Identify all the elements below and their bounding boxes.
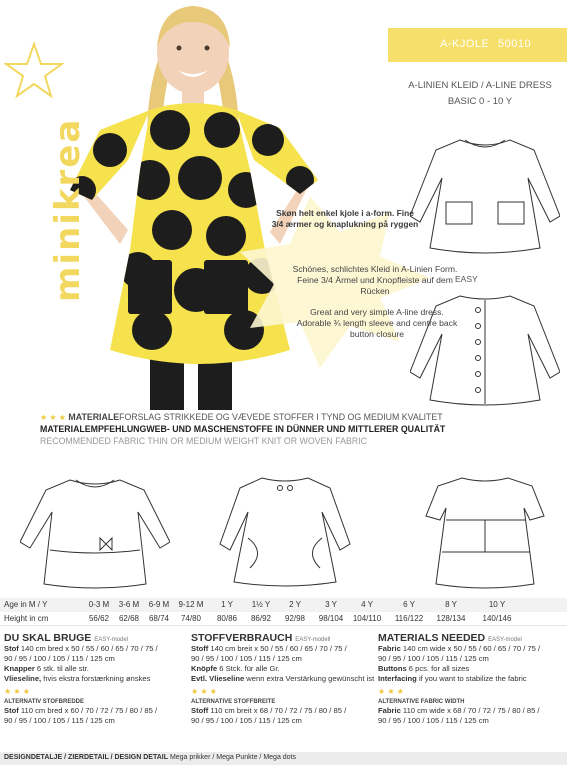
age-cell: 9-12 M [178, 600, 204, 609]
design-detail-footer [0, 752, 567, 765]
star-rating-icon: ★ ★ ★ [378, 687, 404, 696]
star-rating-icon: ★ ★ ★ [40, 413, 66, 422]
alternative-width-label: ALTERNATIVE STOFFBREITE [191, 699, 276, 705]
column-heading-text: MATERIALS NEEDED [378, 632, 486, 644]
alternative-width-label: ALTERNATIVE FABRIC WIDTH [378, 699, 465, 705]
star-icon [4, 40, 64, 100]
material-german [40, 424, 445, 434]
height-cell: 116/122 [394, 614, 424, 623]
age-cell: 3-6 M [118, 600, 140, 609]
material-german-prefix: MATERIALEMPFEHLUNG [40, 424, 147, 434]
column-line: 90 / 95 / 100 / 105 / 115 / 125 cm [4, 716, 115, 725]
age-cell: 3 Y [325, 600, 337, 609]
pattern-number: 50010 [498, 38, 532, 50]
column-line: Stoff 140 cm breit x 50 / 55 / 60 / 65 / 70 / 75 / [191, 644, 347, 653]
column-tag: EASY-model [488, 637, 522, 643]
column-line: Buttons 6 pcs. for all sizes [378, 664, 470, 673]
variant-sketch-round-pockets [210, 468, 360, 592]
material-english-text: THIN OR MEDIUM WEIGHT KNIT OR WOVEN FABRIC [147, 436, 367, 446]
height-cell: 98/104 [318, 614, 344, 623]
column-line: 90 / 95 / 100 / 105 / 115 / 125 cm [378, 654, 489, 663]
column-line: Evtl. Vlieseline wenn extra Verstärkung gewünscht ist [191, 674, 375, 683]
height-row [0, 612, 567, 626]
star-rating-icon: ★ ★ ★ [4, 687, 30, 696]
column-line: Knöpfe 6 Stck. für alle Gr. [191, 664, 280, 673]
height-row-label: Height in cm [4, 614, 49, 623]
material-danish-text: FORSLAG STRIKKEDE OG VÆVEDE STOFFER I TYND OG MEDIUM KVALITET [119, 412, 443, 422]
height-cell: 86/92 [250, 614, 272, 623]
star-rating-icon: ★ ★ ★ [191, 687, 217, 696]
footer-label: DESIGNDETALJE / ZIERDETAIL / DESIGN DETAIL [4, 754, 168, 761]
height-cell: 74/80 [180, 614, 202, 623]
material-english [40, 436, 367, 446]
height-cell: 56/62 [88, 614, 110, 623]
footer-value: Mega prikker / Mega Punkte / Mega dots [168, 754, 297, 761]
column-tag: EASY-model [94, 637, 129, 643]
column-line: Stoff 110 cm breit x 68 / 70 / 72 / 75 / 80 / 85 / [191, 706, 347, 715]
materials-column-english [378, 632, 563, 726]
age-cell: 6 Y [403, 600, 415, 609]
column-heading [4, 632, 189, 644]
column-line: 90 / 95 / 100 / 105 / 115 / 125 cm [191, 716, 302, 725]
height-cell: 62/68 [118, 614, 140, 623]
age-cell: 1½ Y [251, 600, 271, 609]
age-row [0, 598, 567, 612]
column-line: Fabric 110 cm wide x 68 / 70 / 72 / 75 / 80 / 85 / [378, 706, 540, 715]
column-line: 90 / 95 / 100 / 105 / 115 / 125 cm [378, 716, 489, 725]
age-cell: 2 Y [289, 600, 301, 609]
column-heading [191, 632, 376, 644]
column-line: 90 / 95 / 100 / 105 / 115 / 125 cm [191, 654, 302, 663]
age-row-label: Age in M / Y [4, 600, 48, 609]
age-cell: 0-3 M [88, 600, 110, 609]
description-german: Schönes, schlichtes Kleid in A-Linien Form. Feine 3/4 Ärmel und Knopfleiste auf dem Rücken [292, 264, 458, 296]
column-line: Stof 140 cm bred x 50 / 55 / 60 / 65 / 70 / 75 / [4, 644, 158, 653]
height-cell: 140/146 [482, 614, 512, 623]
age-cell: 1 Y [221, 600, 233, 609]
column-tag: EASY-modell [295, 637, 331, 643]
description-english: Great and very simple A-line dress. Adorable ¾ length sleeve and centre back button closure [296, 307, 458, 339]
pattern-title-box [388, 28, 567, 62]
brand-logo [4, 40, 88, 310]
column-line: 90 / 95 / 100 / 105 / 115 / 125 cm [4, 654, 115, 663]
column-line: Knapper 6 stk. til alle str. [4, 664, 89, 673]
pattern-subtitle: A-LINIEN KLEID / A-LINE DRESS [408, 80, 552, 91]
age-cell: 8 Y [445, 600, 457, 609]
size-range: BASIC 0 - 10 Y [447, 96, 513, 107]
difficulty-label: EASY [455, 274, 478, 284]
variant-sketch-colorblock [410, 468, 560, 592]
variant-sketch-bow [20, 472, 170, 592]
materials-column-german [191, 632, 376, 726]
height-cell: 80/86 [216, 614, 238, 623]
height-cell: 104/110 [352, 614, 382, 623]
height-cell: 128/134 [436, 614, 466, 623]
column-heading-text: STOFFVERBRAUCH [191, 632, 293, 644]
alternative-width-label: ALTERNATIV STOFBREDDE [4, 699, 85, 705]
pattern-name: A-KJOLE [440, 38, 490, 50]
column-line: Vlieseline, hvis ekstra forstærkning ønskes [4, 674, 151, 683]
description-danish: Skøn helt enkel kjole i a-form. Fine 3/4 ærmer og knaplukning på ryggen [271, 208, 419, 229]
height-cell: 68/74 [148, 614, 170, 623]
age-cell: 4 Y [361, 600, 373, 609]
footer-text [4, 754, 296, 761]
material-danish-prefix: MATERIALE [68, 412, 120, 422]
column-heading [378, 632, 563, 644]
column-heading-text: DU SKAL BRUGE [4, 632, 92, 644]
brand-name: minikrea [48, 117, 88, 302]
column-line: Fabric 140 cm wide x 50 / 55 / 60 / 65 / 70 / 75 / [378, 644, 541, 653]
material-danish [40, 412, 443, 422]
material-english-prefix: RECOMMENDED FABRIC [40, 436, 146, 446]
height-cell: 92/98 [284, 614, 306, 623]
column-line: Stof 110 cm bred x 60 / 70 / 72 / 75 / 80 / 85 / [4, 706, 158, 715]
materials-column-danish [4, 632, 189, 726]
age-cell: 6-9 M [148, 600, 170, 609]
age-cell: 10 Y [488, 600, 506, 609]
material-german-text: WEB- UND MASCHENSTOFFE IN DÜNNER UND MITTLERER QUALITÄT [146, 424, 446, 434]
column-line: Interfacing if you want to stabilize the fabric [378, 674, 527, 683]
